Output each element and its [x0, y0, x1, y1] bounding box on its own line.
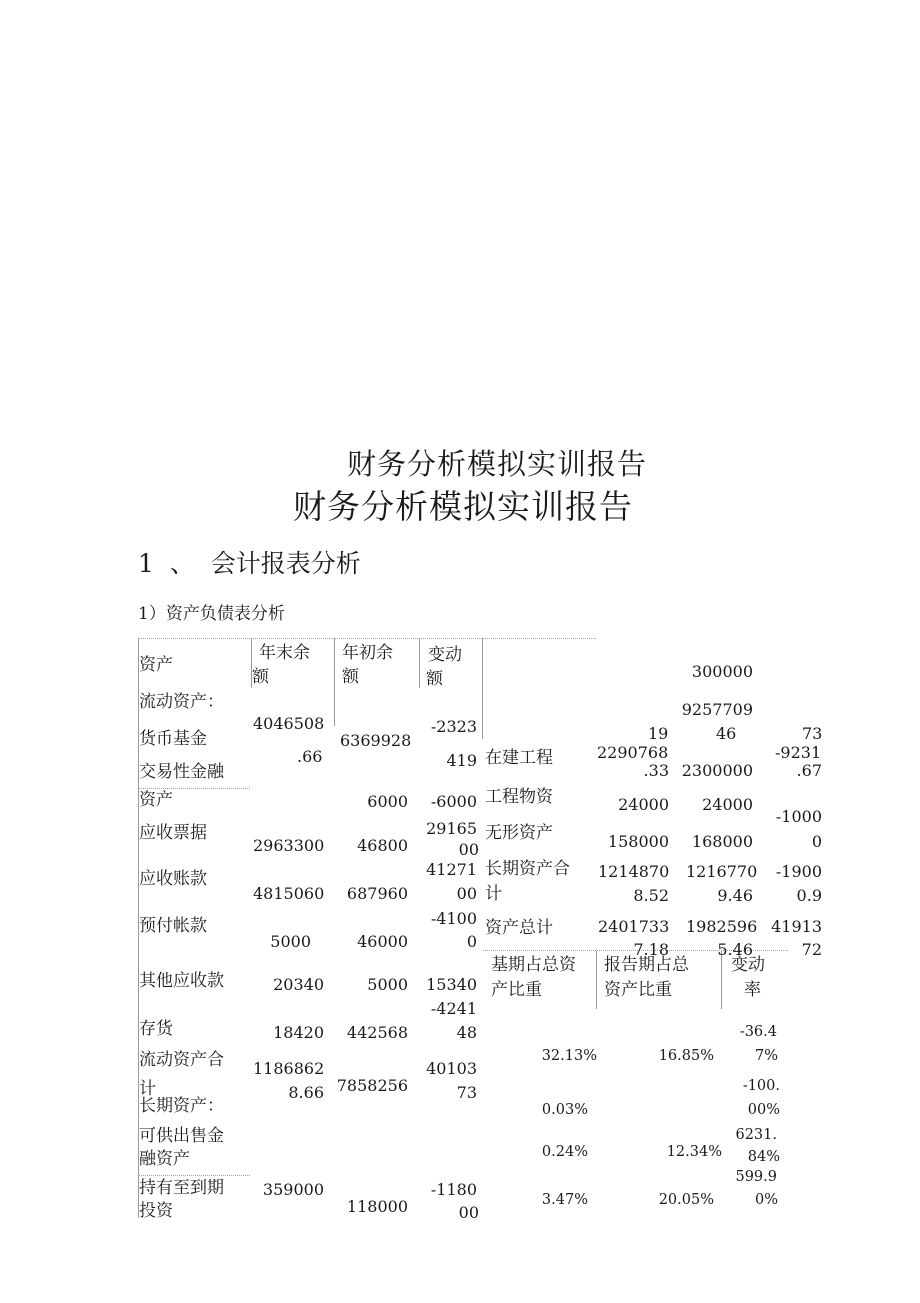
notes-change: 29165: [426, 819, 477, 838]
r4-base: 3.47%: [541, 1192, 588, 1208]
longterm-total-change: -1900: [775, 862, 822, 881]
total-assets-begin: 1982596: [686, 917, 758, 936]
r2-rate: -100.: [742, 1078, 780, 1094]
ar-change-2: 00: [456, 884, 477, 903]
current-total-change-2: 73: [456, 1083, 477, 1102]
longterm-total-change-2: 0.9: [796, 886, 822, 905]
material-end: 24000: [618, 795, 669, 814]
label-current-total: 流动资产合: [139, 1050, 224, 1070]
col-divider-3: [419, 638, 420, 688]
ar-begin: 687960: [346, 884, 408, 903]
header-change: 变动: [428, 645, 462, 665]
total-assets-change-2: 72: [801, 940, 822, 959]
table-top-rule: [138, 638, 596, 639]
other-begin: 5000: [367, 975, 408, 994]
cip-end-clip: [590, 741, 680, 762]
label-afs: 可供出售金: [139, 1126, 224, 1146]
material-begin: 24000: [702, 795, 753, 814]
right-top2-value: 9257709: [681, 700, 753, 719]
header-asset: 资产: [139, 655, 173, 675]
label-longterm-total: 长期资产合: [485, 859, 570, 879]
label-total-assets: 资产总计: [485, 918, 553, 938]
total-begin-clip: [690, 940, 760, 959]
cip-change-clip: [760, 741, 830, 762]
notes-change-2: 00: [458, 840, 479, 859]
cash-begin-clip: [340, 731, 412, 750]
other-change: 15340: [426, 975, 477, 994]
notes-change-clip: [440, 840, 480, 859]
row-rule-2: [138, 1175, 250, 1176]
total-assets-end: 2401733: [598, 917, 670, 936]
notes-end: 2963300: [253, 836, 325, 855]
report-title-small: 财务分析模拟实训报告: [347, 447, 648, 481]
header-year-begin-2: 额: [342, 667, 359, 687]
cash-begin: 6369928: [340, 731, 412, 750]
header-change-2: 额: [426, 669, 443, 689]
r3-base: 0.24%: [541, 1144, 588, 1160]
intangible-change-2: 0: [811, 832, 822, 851]
col-divider-2: [334, 638, 335, 726]
r2-rate-2: 00%: [747, 1102, 780, 1118]
header-base-ratio: 基期占总资: [491, 955, 576, 975]
cash-end-2: .66: [297, 747, 323, 766]
label-prepay: 预付帐款: [139, 916, 207, 936]
right-top-right-tail: 73: [802, 724, 823, 743]
total-assets-change: 41913: [771, 917, 822, 936]
inventory-begin: 442568: [346, 1023, 408, 1042]
label-htm: 持有至到期: [139, 1178, 224, 1198]
htm-end: 359000: [262, 1180, 324, 1199]
r3-report: 12.34%: [666, 1144, 722, 1160]
header-year-end-2: 额: [252, 667, 269, 687]
trading-change: -6000: [430, 792, 477, 811]
ratio-divider-1: [596, 951, 597, 1009]
notes-begin: 46800: [357, 836, 408, 855]
other-end: 20340: [273, 975, 324, 994]
label-inventory: 存货: [139, 1019, 173, 1039]
inventory-change: -4241: [430, 999, 477, 1018]
r4-rate-2: 0%: [754, 1192, 778, 1208]
label-afs-2: 融资产: [139, 1149, 190, 1169]
cip-change-2: .67: [796, 761, 822, 780]
header-change-rate: 变动: [731, 955, 765, 975]
cip-end: 2290768: [597, 743, 669, 762]
label-htm-2: 投资: [139, 1201, 173, 1221]
longterm-total-end: 1214870: [598, 862, 670, 881]
label-noncurrent-assets: 长期资产：: [139, 1096, 224, 1116]
label-construction-in-progress: 在建工程: [485, 748, 553, 768]
right-top-tail-clip: [640, 724, 700, 743]
label-engineering-materials: 工程物资: [485, 787, 553, 807]
header-report-ratio-2: 资产比重: [604, 980, 672, 1000]
htm-begin: 118000: [346, 1197, 408, 1216]
label-longterm-total-2: 计: [485, 884, 502, 904]
label-trading-2: 资产: [139, 790, 173, 810]
section-heading: 1 、 会计报表分析: [138, 549, 361, 578]
htm-label-clip: [139, 1201, 249, 1221]
cip-begin: 2300000: [681, 761, 753, 780]
r1-rate-2: 7%: [754, 1048, 778, 1064]
label-notes: 应收票据: [139, 823, 207, 843]
intangible-begin: 168000: [691, 832, 753, 851]
r1-rate: -36.4: [739, 1024, 777, 1040]
label-current-total-2: 计: [139, 1079, 156, 1099]
prepay-begin: 46000: [357, 932, 408, 951]
ratio-divider-2: [721, 951, 722, 1009]
total-end-clip: [600, 940, 680, 959]
r1-report: 16.85%: [658, 1048, 714, 1064]
prepay-end: 5000: [270, 932, 311, 951]
header-change-rate-2: 率: [744, 980, 761, 1000]
total-assets-begin-2: 5.46: [717, 940, 753, 959]
cash-change: -2323: [430, 717, 477, 736]
label-ar: 应收账款: [139, 869, 207, 889]
r3-rate-clip: [740, 1149, 790, 1165]
prepay-change-2: 0: [466, 932, 477, 951]
prepay-change: -4100: [430, 909, 477, 928]
htm-change: -1180: [430, 1180, 477, 1199]
r4-report: 20.05%: [658, 1192, 714, 1208]
label-intangible: 无形资产: [485, 823, 553, 843]
htm-change-2: 00: [458, 1203, 479, 1222]
label-trading: 交易性金融: [139, 762, 224, 782]
r3-rate: 6231.: [735, 1127, 777, 1143]
report-title: 财务分析模拟实训报告: [293, 487, 633, 526]
intangible-change: -1000: [775, 807, 822, 826]
current-total-change: 40103: [426, 1059, 477, 1078]
intangible-end: 158000: [607, 832, 669, 851]
label-other-receivables: 其他应收款: [139, 971, 224, 991]
label-cash: 货币基金: [139, 729, 207, 749]
ar-change: 41271: [426, 860, 477, 879]
current-total-begin: 7858256: [336, 1076, 408, 1095]
ar-end: 4815060: [253, 884, 325, 903]
cip-change: -9231: [775, 743, 822, 762]
r4-rate: 599.9: [735, 1169, 777, 1185]
cash-end: 4046508: [253, 714, 325, 733]
right-top-left-tail: 19: [648, 724, 669, 743]
current-total-end-2: 8.66: [288, 1083, 324, 1102]
row-rule-1: [138, 788, 250, 789]
header-year-end: 年末余: [259, 643, 310, 663]
r1-base: 32.13%: [541, 1048, 597, 1064]
longterm-total-begin: 1216770: [686, 862, 758, 881]
right-top2-tail: 46: [716, 724, 737, 743]
right-top-value: 300000: [691, 662, 753, 681]
col-divider-4: [482, 638, 483, 739]
header-year-begin: 年初余: [342, 643, 393, 663]
header-base-ratio-2: 产比重: [491, 980, 542, 1000]
r3-rate-2: 84%: [747, 1149, 780, 1165]
cip-end-2: .33: [643, 761, 669, 780]
inventory-change-2: 48: [456, 1023, 477, 1042]
label-current-assets: 流动资产：: [139, 692, 224, 712]
longterm-total-end-2: 8.52: [633, 886, 669, 905]
total-change-clip: [780, 940, 830, 959]
right-top2-tail-clip: [700, 724, 750, 743]
current-total-end: 1186862: [253, 1059, 325, 1078]
header-report-ratio: 报告期占总: [604, 955, 689, 975]
longterm-total-begin-2: 9.46: [717, 886, 753, 905]
right-top-right-tail-clip: [780, 724, 830, 743]
total-assets-end-2: 7.18: [633, 940, 669, 959]
inventory-end: 18420: [273, 1023, 324, 1042]
cash-change-2: 419: [446, 751, 477, 770]
htm-change-clip: [440, 1203, 480, 1222]
subsection-heading: 1）资产负债表分析: [138, 604, 285, 624]
r2-base: 0.03%: [541, 1102, 588, 1118]
trading-begin: 6000: [367, 792, 408, 811]
